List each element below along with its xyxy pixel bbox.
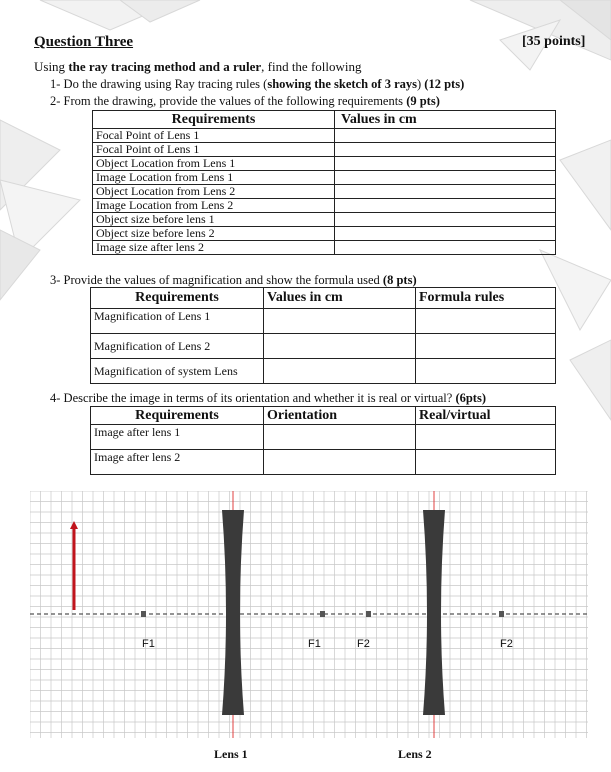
header-formula: Formula rules (416, 288, 556, 309)
focal-label-f2: F2 (357, 638, 370, 650)
table-row (93, 157, 556, 171)
table-row (93, 241, 556, 255)
ray-diagram[interactable] (30, 491, 588, 738)
row-label: Focal Point of Lens 1 (93, 129, 335, 143)
value-cell[interactable] (335, 157, 556, 171)
item-text: Describe the image in terms of its orientation and whether it is real or virtual? (63, 391, 453, 405)
magnification-table (90, 287, 556, 384)
table-header-row (91, 407, 556, 425)
item-text: From the drawing, provide the values of the following requirements (63, 94, 404, 108)
table-row (93, 171, 556, 185)
item-4 (50, 391, 486, 406)
item-after: ) (417, 77, 422, 91)
intro-suffix: , find the following (261, 59, 362, 74)
item-points: (9 pts) (406, 94, 440, 108)
header-values: Values in cm (335, 111, 556, 129)
orientation-cell[interactable] (264, 425, 416, 450)
lens2-label: Lens 2 (398, 747, 432, 761)
row-label: Magnification of Lens 2 (91, 334, 264, 359)
value-cell[interactable] (335, 185, 556, 199)
formula-cell[interactable] (416, 309, 556, 334)
orientation-table (90, 406, 556, 475)
focal-label-f1: F1 (142, 638, 155, 650)
row-label: Object size before lens 2 (93, 227, 335, 241)
value-cell[interactable] (335, 227, 556, 241)
question-points: [35 points] (522, 34, 586, 49)
table-row (93, 129, 556, 143)
value-cell[interactable] (335, 129, 556, 143)
requirements-table (92, 110, 556, 255)
focal-label-f2: F2 (500, 638, 513, 650)
real-virtual-cell[interactable] (416, 450, 556, 475)
row-label: Object Location from Lens 1 (93, 157, 335, 171)
header-requirements: Requirements (93, 111, 335, 129)
item-3 (50, 273, 417, 288)
row-label: Image Location from Lens 2 (93, 199, 335, 213)
row-label: Object Location from Lens 2 (93, 185, 335, 199)
table-row (91, 450, 556, 475)
row-label: Magnification of Lens 1 (91, 309, 264, 334)
focal-marker-f1-right (320, 611, 325, 617)
value-cell[interactable] (335, 241, 556, 255)
table-row (91, 334, 556, 359)
table-row (93, 227, 556, 241)
value-cell[interactable] (264, 309, 416, 334)
table-row (93, 213, 556, 227)
header-orientation: Orientation (264, 407, 416, 425)
row-label: Object size before lens 1 (93, 213, 335, 227)
table-row (93, 143, 556, 157)
item-number: 3- (50, 273, 61, 287)
row-label: Magnification of system Lens (91, 359, 264, 384)
value-cell[interactable] (335, 199, 556, 213)
focal-marker-f2-left (366, 611, 371, 617)
real-virtual-cell[interactable] (416, 425, 556, 450)
header-requirements: Requirements (91, 288, 264, 309)
item-points: (6pts) (455, 391, 486, 405)
graph-paper[interactable] (30, 491, 588, 738)
intro-prefix: Using (34, 59, 69, 74)
item-points: (8 pts) (382, 273, 417, 287)
row-label: Focal Point of Lens 1 (93, 143, 335, 157)
table-header-row (91, 288, 556, 309)
value-cell[interactable] (335, 213, 556, 227)
value-cell[interactable] (335, 171, 556, 185)
item-points: (12 pts) (424, 77, 465, 91)
formula-cell[interactable] (416, 334, 556, 359)
header-requirements: Requirements (91, 407, 264, 425)
focal-marker-f2-right (499, 611, 504, 617)
item-text: Do the drawing using Ray tracing rules ( (63, 77, 268, 91)
table-row (91, 309, 556, 334)
item-1 (50, 77, 464, 92)
value-cell[interactable] (264, 359, 416, 384)
header-values: Values in cm (264, 288, 416, 309)
row-label: Image after lens 2 (91, 450, 264, 475)
table-row (91, 359, 556, 384)
item-bold: showing the sketch of 3 rays (267, 77, 417, 91)
question-title: Question Three (34, 34, 134, 50)
item-number: 2- (50, 94, 61, 108)
formula-cell[interactable] (416, 359, 556, 384)
intro-line (34, 59, 362, 75)
row-label: Image size after lens 2 (93, 241, 335, 255)
header-real-virtual: Real/virtual (416, 407, 556, 425)
intro-bold: the ray tracing method and a ruler (68, 59, 262, 74)
table-header-row (93, 111, 556, 129)
row-label: Image Location from Lens 1 (93, 171, 335, 185)
table-row (91, 425, 556, 450)
item-text: Provide the values of magnification and show the formula used (63, 273, 380, 287)
item-2 (50, 94, 440, 109)
item-number: 1- (50, 77, 61, 91)
focal-label-f1: F1 (308, 638, 321, 650)
item-number: 4- (50, 391, 61, 405)
value-cell[interactable] (264, 334, 416, 359)
focal-marker-f1-left (141, 611, 146, 617)
value-cell[interactable] (335, 143, 556, 157)
lens1-label: Lens 1 (214, 747, 248, 761)
row-label: Image after lens 1 (91, 425, 264, 450)
table-row (93, 199, 556, 213)
orientation-cell[interactable] (264, 450, 416, 475)
table-row (93, 185, 556, 199)
